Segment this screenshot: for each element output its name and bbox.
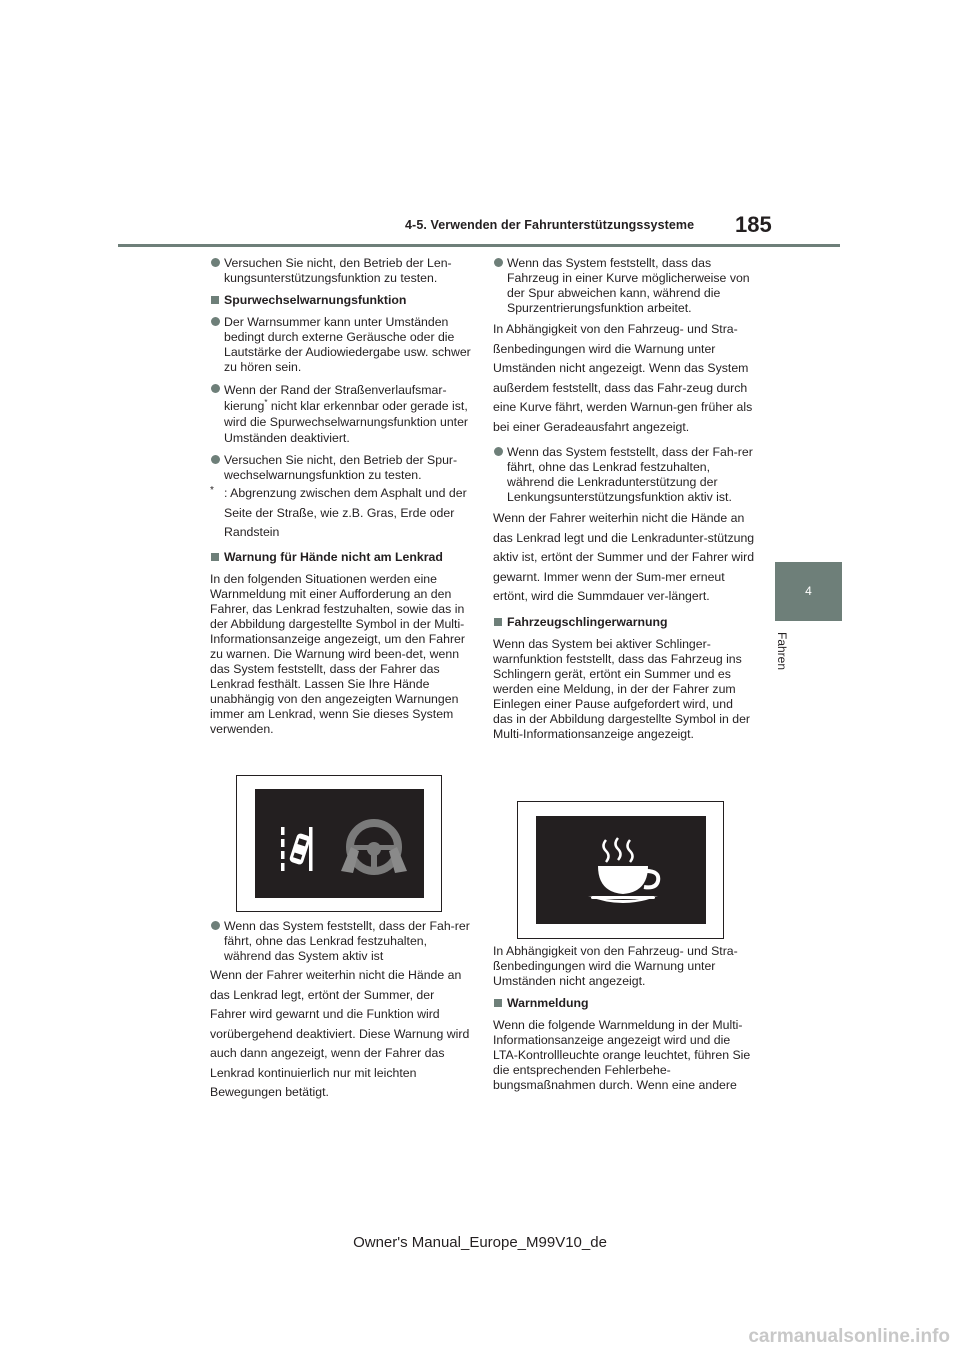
section-title: 4-5. Verwenden der Fahrunterstützungssysteme — [405, 218, 695, 232]
paragraph: Wenn der Fahrer weiterhin nicht die Hände an das Lenkrad legt und die Lenkradunter-stützung aktiv ist, ertönt der Summer und der Fahrer wird gewarnt. Immer wenn der Sum-mer erneut ertönt, wird die Summdauer ver-längert. — [493, 511, 755, 603]
subsection-heading: Spurwechselwarnungsfunktion — [210, 293, 472, 308]
paragraph: Wenn das System bei aktiver Schlinger-warnfunktion feststellt, dass das Fahrzeug ins Schlingern gerät, ertönt ein Summer und es werden eine Meldung, in der der Fahrer zum Einlegen einer Pause aufgefordert wird, und das in der Abbildung dargestellte Symbol in der Multi-Informationsanzeige angezeigt. — [493, 636, 751, 741]
bullet-item: Wenn das System feststellt, dass das Fahrzeug in einer Kurve möglicherweise von der Spur abweichen kann, während die Spurzentrierungsfunktion arbeitet. — [493, 256, 755, 316]
subsection-heading: Warnmeldung — [493, 996, 755, 1011]
coffee-cup-icon — [536, 816, 706, 924]
bullet-dot-icon — [494, 447, 503, 456]
footnote: * : Abgrenzung zwischen dem Asphalt und der Seite der Straße, wie z.B. Gras, Erde oder Randstein — [210, 484, 472, 543]
header-rule — [118, 244, 840, 247]
footer-text: Owner's Manual_Europe_M99V10_de — [353, 1234, 607, 1251]
multi-information-display — [536, 816, 706, 924]
right-column — [493, 256, 755, 749]
sway-warning-figure — [517, 801, 724, 939]
left-column — [210, 256, 472, 744]
hands-off-warning-figure — [236, 775, 442, 912]
hands-on-steering-wheel-icon — [341, 823, 407, 873]
bullet-dot-icon — [211, 921, 220, 930]
bullet-dot-icon — [211, 258, 220, 267]
paragraph: Wenn der Fahrer weiterhin nicht die Hände an das Lenkrad legt, ertönt der Summer, der Fahrer wird gewarnt und die Funktion wird vorübergehend deaktiviert. Diese Warnung wird auch dann angezeigt, wenn der Fahrer das Lenkrad kontinuierlich nur mit leichten Bewegungen betätigt. — [210, 968, 470, 1099]
lane-departure-car-icon — [281, 827, 313, 871]
bullet-item: Wenn das System feststellt, dass der Fah-rer fährt, ohne das Lenkrad festzuhalten, während die Lenkradunterstützung der Lenkungsunterstützungsfunktion aktiv ist. — [493, 445, 755, 505]
bullet-dot-icon — [211, 384, 220, 393]
heading-square-icon — [211, 296, 219, 304]
watermark: carmanualsonline.info — [748, 1326, 950, 1347]
heading-square-icon — [494, 999, 502, 1007]
heading-square-icon — [494, 618, 502, 626]
paragraph: In Abhängigkeit von den Fahrzeug- und Stra-ßenbedingungen wird die Warnung unter Umständen nicht angezeigt. — [493, 944, 738, 988]
paragraph: Wenn die folgende Warnmeldung in der Multi-Informationsanzeige angezeigt wird und die LTA-Kontrollleuchte orange leuchtet, führen Sie die entsprechenden Fehlerbehe-bungsmaßnahmen durch. Wenn eine andere — [493, 1018, 751, 1092]
bullet-dot-icon — [211, 317, 220, 326]
bullet-dot-icon — [211, 455, 220, 464]
chapter-tab[interactable] — [775, 562, 842, 621]
multi-information-display — [255, 789, 424, 898]
subsection-heading: Warnung für Hände nicht am Lenkrad — [210, 550, 472, 565]
footnote-mark: * — [210, 485, 214, 496]
chapter-name: Fahren — [775, 632, 789, 671]
subsection-heading: Fahrzeugschlingerwarnung — [493, 615, 755, 630]
bullet-item: Wenn der Rand der Straßenverlaufsmar-kierung* nicht klar erkennbar oder gerade ist, wird die Spurwechselwarnungsfunktion unter Umständen deaktiviert. — [210, 382, 472, 446]
left-column-continued — [210, 919, 472, 1106]
bullet-item: Wenn das System feststellt, dass der Fah-rer fährt, ohne das Lenkrad festzuhalten, während das System aktiv ist — [210, 919, 472, 964]
bullet-item: Versuchen Sie nicht, den Betrieb der Len-kungsunterstützungsfunktion zu testen. — [210, 256, 472, 286]
paragraph: In Abhängigkeit von den Fahrzeug- und Stra-ßenbedingungen wird die Warnung unter Umständen nicht angezeigt. Wenn das System außerdem feststellt, dass das Fahr-zeug durch eine Kurve fährt, werden Warnun-gen früher als bei einer Geradeausfahrt angezeigt. — [493, 322, 753, 434]
bullet-dot-icon — [494, 258, 503, 267]
paragraph: In den folgenden Situationen werden eine Warnmeldung mit einer Aufforderung an den Fahrer, das Lenkrad festzuhalten, sowie das in der Abbildung dargestellte Symbol in der Multi-Informationsanzeige angezeigt, um den Fahrer zu warnen. Die Warnung wird been-det, wenn das System feststellt, dass der Fahrer das Lenkrad festhält. Lassen Sie Ihre Hände unabhängig von den angezeigten Warnungen immer am Lenkrad, wenn Sie dieses System verwenden. — [210, 571, 465, 736]
page-number: 185 — [735, 212, 772, 237]
bullet-item: Versuchen Sie nicht, den Betrieb der Spur-wechselwarnungsfunktion zu testen. — [210, 453, 472, 483]
bullet-item: Der Warnsummer kann unter Umständen bedingt durch externe Geräusche oder die Lautstärke der Audiowiedergabe usw. schwer zu hören sein. — [210, 315, 472, 375]
chapter-name-vertical — [775, 632, 801, 692]
footnote-marker[interactable]: * — [264, 397, 268, 407]
heading-square-icon — [211, 553, 219, 561]
chapter-number: 4 — [805, 584, 812, 598]
right-column-continued — [493, 944, 755, 1100]
